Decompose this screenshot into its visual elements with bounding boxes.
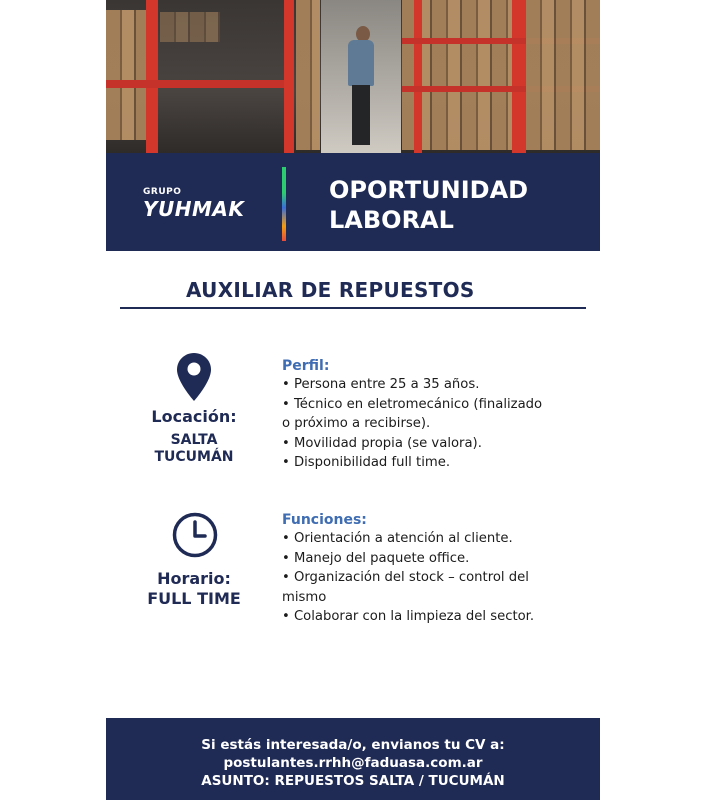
perfil-heading: Perfil:: [282, 358, 330, 374]
color-divider: [282, 167, 286, 241]
job-title: AUXILIAR DE REPUESTOS: [186, 278, 475, 302]
perfil-item: • Movilidad propia (se valora).: [282, 435, 482, 451]
shelf-post: [512, 0, 526, 153]
location-value-salta: SALTA: [170, 432, 218, 448]
shelf-boxes: [160, 12, 220, 42]
header-band: [106, 153, 600, 251]
perfil-item: • Disponibilidad full time.: [282, 455, 451, 470]
funciones-item: • Orientación a atención al cliente.: [282, 531, 513, 546]
schedule-label: Horario:: [157, 569, 231, 588]
funciones-item: • Colaborar con la limpieza del sector.: [282, 609, 535, 624]
footer-email: postulantes.rrhh@faduasa.com.ar: [223, 755, 483, 771]
shelf-boxes: [526, 0, 600, 150]
perfil-list: [282, 375, 587, 473]
shelf-beam: [106, 80, 286, 88]
clock-icon: [172, 512, 218, 558]
shelf-post: [284, 0, 294, 153]
shelf-boxes-left: [106, 10, 146, 140]
warehouse-photo: [106, 0, 600, 153]
footer-subject: ASUNTO: REPUESTOS SALTA / TUCUMÁN: [201, 773, 505, 789]
job-title-underline: [120, 307, 586, 309]
perfil-item: • Técnico en eletromecánico (finalizado: [282, 396, 543, 412]
job-poster: [106, 0, 600, 800]
location-label: Locación:: [151, 407, 237, 426]
worker-legs: [352, 85, 370, 145]
header-title-line-1: OPORTUNIDAD: [329, 176, 529, 204]
footer-line-cta: Si estás interesada/o, envianos tu CV a:: [201, 737, 505, 753]
logo-group-text: GRUPO: [143, 187, 182, 197]
location-value-tucuman: TUCUMÁN: [154, 449, 234, 465]
shelf-post: [146, 0, 158, 153]
funciones-list: [282, 529, 587, 627]
funciones-heading: Funciones:: [282, 512, 367, 528]
perfil-item: • Persona entre 25 a 35 años.: [282, 377, 480, 392]
worker-body: [348, 40, 374, 86]
funciones-item: mismo: [282, 589, 327, 605]
header-title-line-2: LABORAL: [329, 206, 454, 234]
logo-brand-text: YUHMAK: [143, 197, 245, 221]
header-title: [329, 175, 528, 235]
schedule-value: FULL TIME: [147, 589, 241, 608]
shelf-boxes: [296, 0, 320, 150]
funciones-item: • Organización del stock – control del: [282, 570, 529, 585]
perfil-item: o próximo a recibirse).: [282, 416, 431, 431]
shelf-post: [414, 0, 422, 153]
contact-footer: [106, 718, 600, 800]
funciones-item: • Manejo del paquete office.: [282, 550, 470, 566]
map-pin-icon: [176, 352, 212, 402]
